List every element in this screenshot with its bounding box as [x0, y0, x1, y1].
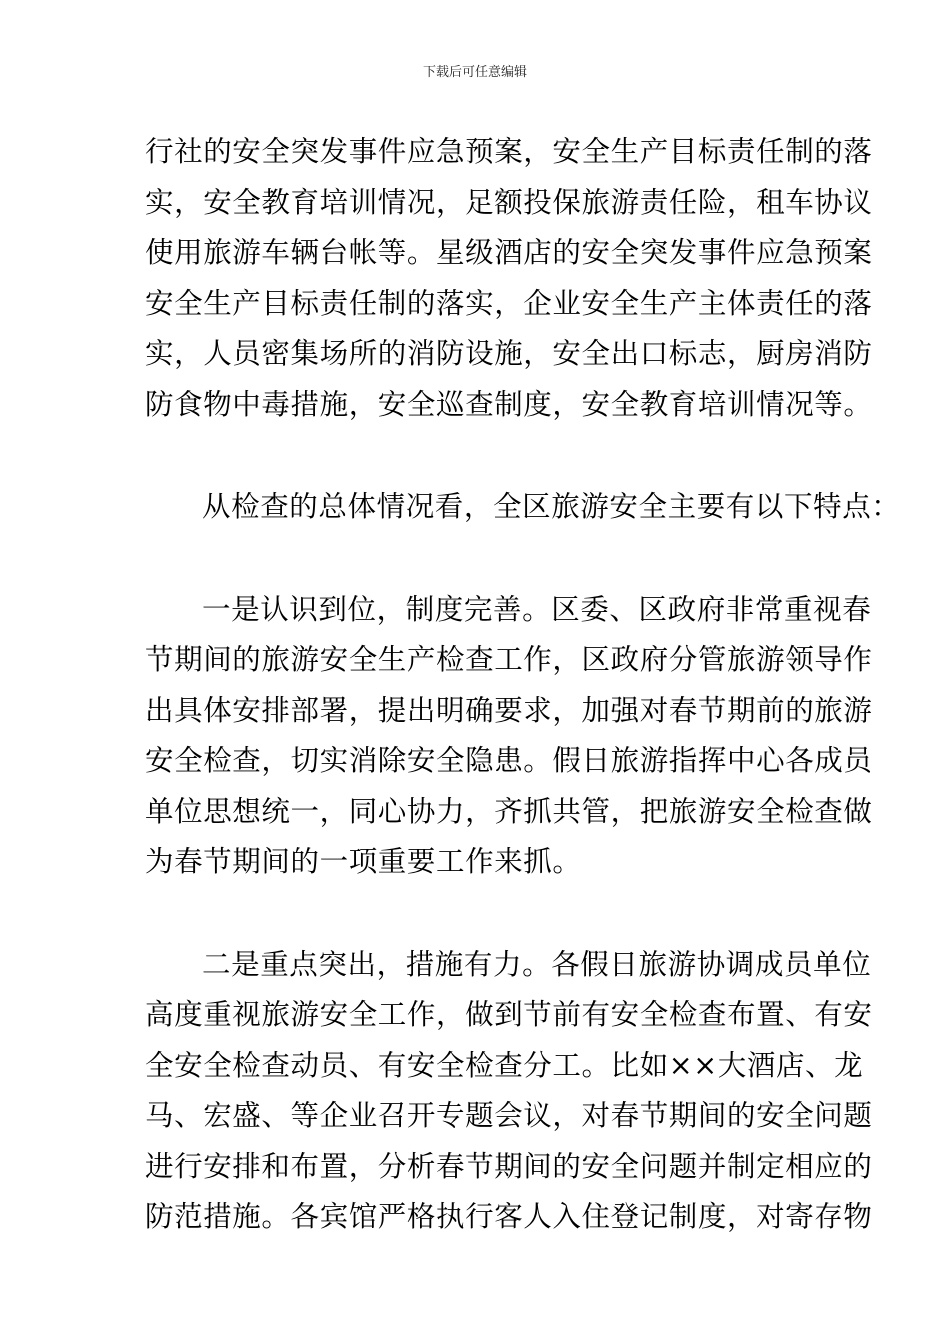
text-line: 行社的安全突发事件应急预案，安全生产目标责任制的落: [145, 135, 873, 168]
text-line: 高度重视旅游安全工作，做到节前有安全检查布置、有安: [145, 998, 873, 1031]
paragraph-overview: [145, 482, 901, 533]
text-line: 安全检查，切实消除安全隐患。假日旅游指挥中心各成员: [145, 744, 873, 777]
paragraph-inspection-items: [145, 127, 873, 430]
text-line: 从检查的总体情况看，全区旅游安全主要有以下特点：: [202, 490, 901, 523]
page-header-note: 下载后可任意编辑: [422, 65, 527, 80]
text-line: 防范措施。各宾馆严格执行客人入住登记制度，对寄存物: [145, 1200, 873, 1233]
text-line: 单位思想统一，同心协力，齐抓共管，把旅游安全检查做: [145, 794, 873, 828]
document-body: [145, 127, 901, 1243]
text-line: 使用旅游车辆台帐等。星级酒店的安全突发事件应急预案: [145, 236, 873, 269]
text-line: 全安全检查动员、有安全检查分工。比如××大酒店、龙: [145, 1048, 864, 1082]
text-line: 防食物中毒措施，安全巡查制度，安全教育培训情况等。: [145, 387, 873, 421]
text-line: 安全生产目标责任制的落实，企业安全生产主体责任的落: [145, 286, 873, 320]
text-line: 出具体安排部署，提出明确要求，加强对春节期前的旅游: [145, 693, 873, 727]
text-line: 实，安全教育培训情况，足额投保旅游责任险，租车协议: [145, 185, 873, 219]
text-line: 实，人员密集场所的消防设施，安全出口标志，厨房消防: [145, 337, 873, 370]
text-line: 一是认识到位，制度完善。区委、区政府非常重视春: [202, 592, 872, 626]
text-line: 节期间的旅游安全生产检查工作，区政府分管旅游领导作: [145, 643, 873, 676]
paragraph-point-two: [145, 940, 873, 1243]
text-line: 马、宏盛、等企业召开专题会议，对春节期间的安全问题: [145, 1099, 873, 1132]
text-line: 进行安排和布置，分析春节期间的安全问题并制定相应的: [145, 1149, 873, 1183]
text-line: 为春节期间的一项重要工作来抓。: [145, 845, 582, 878]
paragraph-point-one: [145, 585, 873, 888]
text-line: 二是重点突出，措施有力。各假日旅游协调成员单位: [202, 947, 872, 981]
